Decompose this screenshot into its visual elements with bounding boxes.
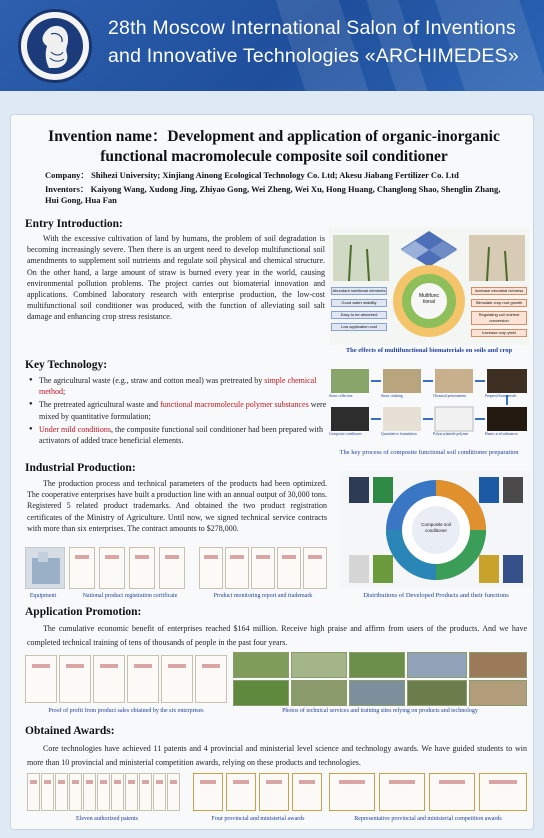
right-label: Regulating soil nutrient conversion (471, 311, 527, 325)
competition-caption: Representative provincial and ministerial competition awards (354, 816, 502, 822)
exhibition-title: 28th Moscow International Salon of Inventions and Innovative Technologies «ARCHIMEDES» (108, 17, 519, 67)
right-label: Increase microbial richness (471, 287, 527, 295)
wheel-center-label: Composite soil conditioner (421, 522, 451, 533)
right-label: Stimulate crop root growth (471, 299, 527, 307)
process-step: Straw collection (329, 394, 353, 398)
company-line: Company： Shihezi University; Xinjiang Ainong Ecological Technology Co. Ltd; Akesu Jiabang Fertilizer Co. Ltd (45, 170, 459, 180)
competition-awards (329, 773, 527, 811)
process-caption: The key process of composite functional soil conditioner preparation (339, 449, 519, 456)
process-bottom-labels (329, 432, 529, 436)
invention-title: Invention name：Development and application of organic-inorganic functional macromolecule composite soil conditioner (48, 128, 500, 165)
right-label: Increase crop yield (471, 329, 527, 337)
profit-caption: Proof of profit from product sales obtained by the six enterprises (48, 708, 204, 714)
archimedes-logo (18, 9, 92, 83)
industrial-text: The production process and technical parameters of the products had been optimized. The cooperative enterprises have built a production line with an annual output of 30,000 tons. Registered 5 related product trademarks. And obtained the two product registration certificates of the Ministry of Agriculture. Until now, we signed technical service contracts with more than six enterprises. The contract amounts to $278,000. (27, 479, 327, 533)
figure-left-labels (331, 287, 387, 331)
trademark-certificate (277, 547, 301, 589)
registration-certificate (129, 547, 155, 589)
monitoring-report (225, 547, 249, 589)
patent-certificates (27, 773, 187, 811)
promotion-text: The cumulative economic benefit of enterprises reached $164 million. Receive high praise and affirm from users of the products. And we have completed technical training of tens of thousands of people in the past four years. (27, 624, 527, 647)
entry-text: With the excessive cultivation of land by humans, the problem of soil degradation is becoming increasingly severe. Then there is an urgent need to develop multifunctional soil amendments to supplement soil nutrients and regulate soil physical and chemical structure. On the other hand, a large amount of straw is burned every year in the world, causing environmental pollution problems. The project carries out biomaterial innovation and applications. Combined laboratory research with enterprise production, the low-cost multifunctional soil conditioner was produced, with the function of alleviating soil salt damage and enhancing crop stress resistance. (27, 234, 325, 322)
process-figure (329, 367, 529, 441)
key-tech-bullet: ● The pretreated agricultural waste and functional macromolecule polymer substances were mixed by quantitative formulation; (29, 399, 327, 421)
figure-right-labels (471, 287, 527, 337)
profit-proof-images (25, 655, 227, 703)
process-step: Chemical pretreatment (433, 394, 466, 398)
figure-center-label: Multifunc tional (418, 293, 439, 305)
effects-caption: The effects of multifunctional biomaterials on soils and crop (345, 347, 513, 354)
company-names: Shihezi University; Xinjiang Ainong Ecological Technology Co. Ltd; Akesu Jiabang Fertilizer Co. Ltd (91, 170, 459, 180)
key-tech-bullet: ● Under mild conditions, the composite functional soil conditioner had been prepared with activators of added trace beneficial elements. (29, 424, 327, 446)
equipment-caption: Equipment (29, 593, 57, 599)
equipment-photo (25, 547, 65, 589)
awards-heading: Obtained Awards: (25, 725, 115, 737)
industrial-heading: Industrial Production: (25, 462, 136, 474)
process-step: Straw crushing (381, 394, 403, 398)
distribution-figure (341, 471, 531, 589)
inventors-line: Inventors： Kaiyong Wang, Xudong Jing, Zhiyao Gong, Wei Zheng, Wei Xu, Hong Huang, Changlong Shao, Shenglin Zhang, Hui Gong, Hua Fan (45, 184, 501, 205)
monitoring-caption: Product monitoring report and trademark (213, 593, 313, 599)
left-label: Easy to be absorbed (331, 311, 387, 319)
key-tech-heading: Key Technology: (25, 359, 108, 371)
entry-heading: Entry Introduction: (25, 218, 123, 230)
process-step: Quantitative formulation (381, 432, 417, 436)
training-photos (233, 652, 527, 706)
patents-caption: Eleven authorized patents (76, 816, 138, 822)
process-top-labels (329, 394, 529, 398)
registration-certificate (69, 547, 95, 589)
inventor-names: Kaiyong Wang, Xudong Jing, Zhiyao Gong, Wei Zheng, Wei Xu, Hong Huang, Changlong Shao, Shenglin Zhang, Hui Gong, Hua Fan (45, 184, 501, 205)
awards-text: Core technologies have achieved 11 patents and 4 provincial and ministerial level science and technology awards. We have guided students to win more than 10 provincial and ministerial competition awards, relying on these products and technologies. (27, 744, 527, 767)
left-label: Low application cost (331, 323, 387, 331)
effects-figure (329, 227, 529, 345)
left-label: Abundant nutritional elements (332, 288, 386, 293)
registration-certificate (159, 547, 185, 589)
provincial-caption: Four provincial and ministerial awards (211, 816, 305, 822)
monitoring-report (251, 547, 275, 589)
process-step: Composite conditioner (329, 432, 362, 436)
poster-panel (10, 114, 534, 830)
key-tech-bullet: ● The agricultural waste (e.g., straw and cotton meal) was pretreated by simple chemical method; (29, 375, 327, 397)
left-label: Good water stability (331, 299, 387, 307)
process-step: Prepared biomaterials (485, 394, 517, 398)
promotion-heading: Application Promotion: (25, 606, 142, 618)
process-step: Humic acid substances (485, 432, 518, 436)
provincial-awards (193, 773, 323, 811)
registration-caption: National product registration certificate (82, 593, 178, 599)
trademark-certificate (303, 547, 327, 589)
monitoring-report (199, 547, 223, 589)
poster-header (0, 0, 544, 91)
distribution-caption: Distributions of Developed Products and their functions (363, 592, 509, 599)
process-step: Polyacrylamide polymer (433, 432, 469, 436)
key-tech-list (29, 375, 327, 448)
photos-caption: Photos of technical services and training sites relying on products and technology (282, 708, 478, 714)
registration-certificate (99, 547, 125, 589)
